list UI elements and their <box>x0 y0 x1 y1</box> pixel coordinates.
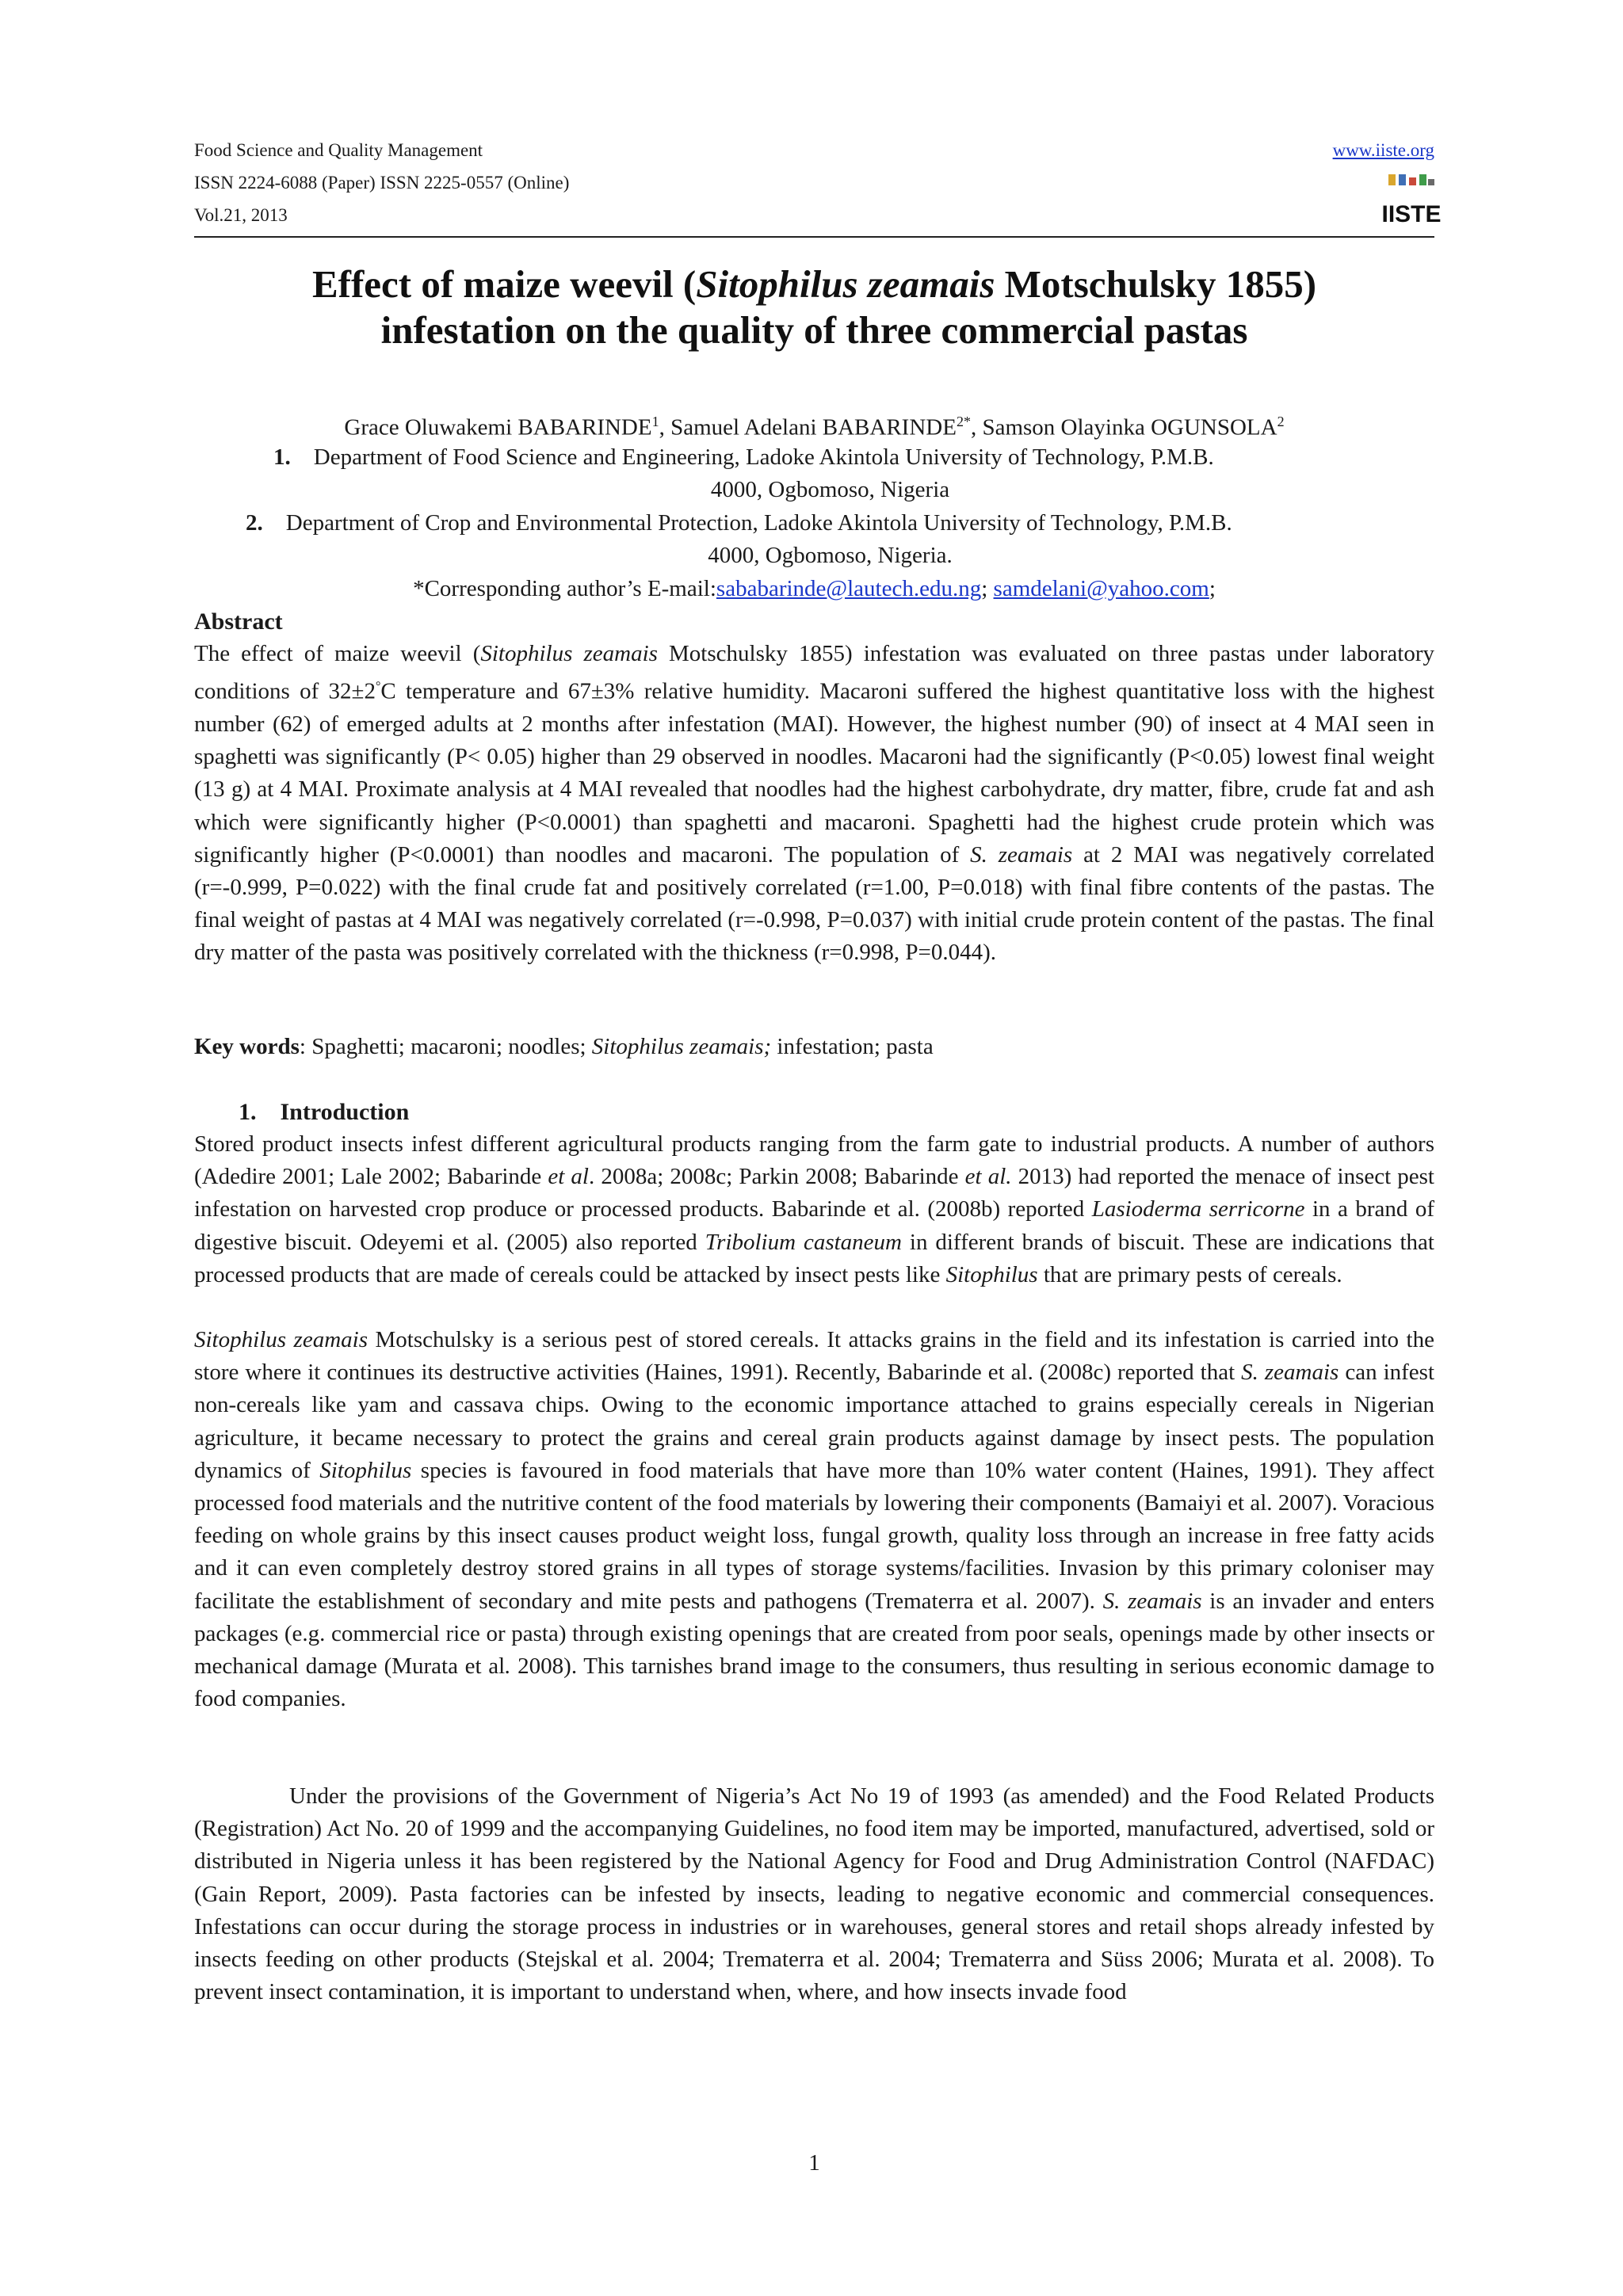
corresponding-author: *Corresponding author’s E-mail:sababarinde@lautech.edu.ng; samdelani@yahoo.com; <box>413 576 1216 601</box>
header-rule <box>194 236 1434 238</box>
affiliation-1: 1. Department of Food Science and Engineering, Ladoke Akintola University of Technology, P.M.B. 4000, Ogbomoso, Nigeria <box>273 444 1214 502</box>
page-number: 1 <box>808 2150 820 2176</box>
running-header-issn: ISSN 2224-6088 (Paper) ISSN 2225-0557 (Online) <box>194 173 570 193</box>
section-heading-introduction: 1. Introduction <box>239 1099 410 1125</box>
intro-paragraph-2: Sitophilus zeamais Motschulsky is a serious pest of stored cereals. It attacks grains in the field and its infestation is carried into the store where it continues its destructive activities (Haines, 1991). Recently, Babarinde et al. (2008c) reported that S. zeamais can infest non-cereals like yam and cassava chips. Owing to the economic importance attached to grains especially cereals in Nigerian agriculture, it became necessary to protect the grains and cereal grain products against damage by insect pests. The population dynamics of Sitophilus species is favoured in food materials that have more than 10% water content (Haines, 1991). They affect processed food materials and the nutritive content of the food materials by lowering their components (Bamaiyi et al. 2007). Voracious feeding on whole grains by this insect causes product weight loss, fungal growth, quality loss through an increase in free fatty acids and it can even completely destroy stored grains in all types of storage systems/facilities. Invasion by this primary coloniser may facilitate the establishment of secondary and mite pests and pathogens (Trematerra et al. 2007). S. zeamais is an invader and enters packages (e.g. commercial rice or pasta) through existing openings that are created from poor seals, openings made by other insects or mechanical damage (Murata et al. 2008). This tarnishes brand image to the consumers, thus resulting in serious economic damage to food companies. <box>194 1327 1434 1712</box>
keywords: Key words: Spaghetti; macaroni; noodles; Sitophilus zeamais; infestation; pasta <box>194 1034 934 1059</box>
author-list: Grace Oluwakemi BABARINDE$^1$, Samuel Adelani $BABARINDE^{2*}$, Samson Olayinka OGUNSOLA$^2$ <box>344 414 1285 441</box>
author-3: Samson Olayinka OGUNSOLA <box>982 414 1277 441</box>
intro-paragraph-1: Stored product insects infest different agricultural products ranging from the farm gate to industrial products. A number of authors (Adedire 2001; Lale 2002; Babarinde et al. 2008a; 2008c; Parkin 2008; Babarinde et al. 2013) had reported the menace of insect pest infestation on harvested crop produce or processed products. Babarinde et al. (2008b) reported Lasioderma serricorne in a brand of digestive biscuit. Odeyemi et al. (2005) also reported Tribolium castaneum in different brands of biscuit. These are indications that processed products that are made of cereals could be attacked by insect pests like Sitophilus that are primary pests of cereals. <box>194 1131 1434 1287</box>
title-line-2: infestation on the quality of three commercial pastas <box>380 308 1248 352</box>
title-line-1: Effect of maize weevil (Sitophilus zeamais Motschulsky 1855) <box>311 262 1317 306</box>
iiste-logo <box>1381 173 1442 228</box>
journal-url-link[interactable]: www.iiste.org <box>1332 140 1434 160</box>
email-link-2[interactable]: samdelani@yahoo.com <box>993 576 1209 601</box>
abstract-text: The effect of maize weevil (Sitophilus zeamais Motschulsky 1855) infestation was evaluated on three pastas under laboratory conditions of 32±2°C temperature and 67±3% relative humidity. Macaroni suffered the highest quantitative loss with the highest number (62) of emerged adults at 2 months after infestation (MAI). However, the highest number (90) of insect at 4 MAI seen in spaghetti was significantly (P< 0.05) higher than 29 observed in noodles. Macaroni had the significantly (P<0.05) lowest final weight (13 g) at 4 MAI. Proximate analysis at 4 MAI revealed that noodles had the highest carbohydrate, dry matter, fibre, crude fat and ash which were significantly higher (P<0.0001) than spaghetti and macaroni. Spaghetti had the highest crude protein which was significantly higher (P<0.0001) than noodles and macaroni. The population of S. zeamais at 2 MAI was negatively correlated (r=-0.999, P=0.022) with the final crude fat and positively correlated (r=1.00, P=0.018) with final fibre contents of the pastas. The final weight of pastas at 4 MAI was negatively correlated (r=-0.998, P=0.037) with initial crude protein content of the pastas. The final dry matter of the pasta was positively correlated with the thickness (r=0.998, P=0.044). <box>194 641 1434 966</box>
logo-lettering: IISTE <box>1381 201 1442 227</box>
author-2: Samuel Adelani BABARINDE <box>670 414 957 441</box>
intro-paragraph-3: Under the provisions of the Government of Nigeria’s Act No 19 of 1993 (as amended) and the Food Related Products (Registration) Act No. 20 of 1999 and the accompanying Guidelines, no food item may be imported, manufactured, advertised, sold or distributed in Nigeria unless it has been registered by the National Agency for Food and Drug Administration Control (NAFDAC) (Gain Report, 2009). Pasta factories can be infested by insects, leading to negative economic and commercial consequences. Infestations can occur during the storage process in industries or in warehouses, general stores and retail shops already infested by insects feeding on other products (Stejskal et al. 2004; Trematerra et al. 2004; Trematerra and Süss 2006; Murata et al. 2008). To prevent insect contamination, it is important to understand when, where, and how insects invade food <box>194 1783 1434 2005</box>
running-header-volume: Vol.21, 2013 <box>194 205 288 225</box>
affiliation-2: 2. Department of Crop and Environmental Protection, Ladoke Akintola University of Technology, P.M.B. 4000, Ogbomoso, Nigeria. <box>246 510 1232 568</box>
author-1: Grace Oluwakemi BABARINDE <box>344 414 652 441</box>
running-header-journal <box>194 135 1434 166</box>
paper-title <box>194 261 1434 353</box>
abstract-heading: Abstract <box>194 608 283 635</box>
journal-name: Food Science and Quality Management <box>194 140 483 160</box>
email-link-1[interactable]: sababarinde@lautech.edu.ng <box>716 576 982 601</box>
